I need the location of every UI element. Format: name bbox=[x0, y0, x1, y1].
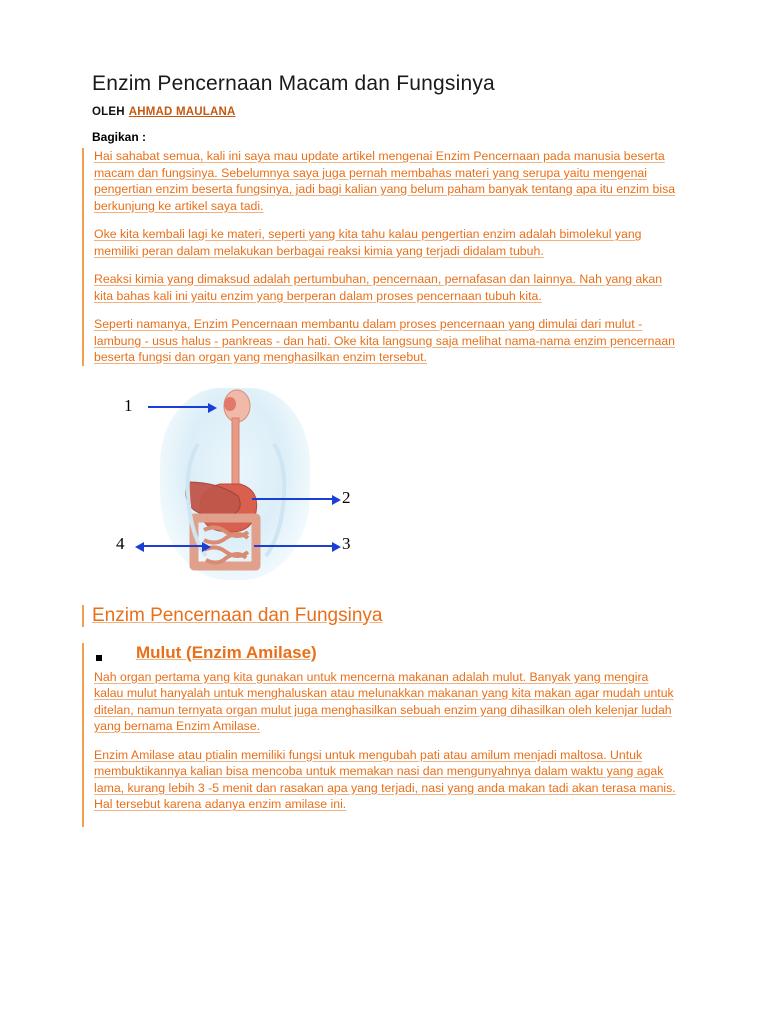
sub-heading: Mulut (Enzim Amilase) bbox=[136, 642, 317, 662]
figure-arrow-3 bbox=[254, 545, 332, 547]
figure-arrow-4 bbox=[144, 545, 202, 547]
bullet-item bbox=[94, 643, 678, 663]
digestive-system-icon bbox=[102, 384, 372, 584]
mulut-paragraph: Nah organ pertama yang kita gunakan untuk mencerna makanan adalah mulut. Banyak yang mengira kalau mulut hanyalah untuk menghaluskan atau melunakkan makanan yang kita makan agar mudah untuk ditelan, namun ternyata organ mulut juga menghasilkan sebuah enzim yang dihasilkan oleh kelenjar ludah yang bernama Enzim Amilase. bbox=[94, 669, 674, 733]
figure-label-4: 4 bbox=[116, 533, 125, 553]
byline bbox=[92, 106, 678, 118]
intro-paragraph: Seperti namanya, Enzim Pencernaan membantu dalam proses pencernaan yang dimulai dari mulut - lambung - usus halus - pankreas - dan hati. Oke kita langsung saja melihat nama-nama enzim pencernaan beserta fungsi dan organ yang menghasilkan enzim tersebut. bbox=[94, 317, 676, 364]
mulut-section bbox=[82, 643, 678, 827]
bullet-icon bbox=[96, 655, 102, 661]
intro-paragraph: Hai sahabat semua, kali ini saya mau update artikel mengenai Enzim Pencernaan pada manusia beserta macam dan fungsinya. Sebelumnya saya juga pernah membahas materi yang serupa yaitu mengenai pengertian enzim beserta fungsinya, jadi bagi kalian yang belum paham banyak tentang apa itu enzim bisa berkunjung ke artikel saya tadi. bbox=[94, 149, 676, 213]
figure-arrow-1 bbox=[148, 406, 208, 408]
figure-label-2: 2 bbox=[342, 487, 351, 507]
byline-prefix: OLEH bbox=[92, 106, 125, 118]
author-link[interactable]: AHMAD MAULANA bbox=[128, 106, 236, 118]
figure-arrow-2 bbox=[252, 498, 332, 500]
intro-paragraph: Reaksi kimia yang dimaksud adalah pertumbuhan, pencernaan, pernafasan dan lainnya. Nah yang akan kita bahas kali ini yaitu enzim yang berperan dalam proses pencernaan tubuh kita. bbox=[94, 272, 663, 303]
intro-paragraph: Oke kita kembali lagi ke materi, seperti yang kita tahu kalau pengertian enzim adalah bimolekul yang memiliki peran dalam melakukan berbagai reaksi kimia yang terjadi didalam tubuh. bbox=[94, 227, 642, 258]
mulut-paragraph: Enzim Amilase atau ptialin memiliki fungsi untuk mengubah pati atau amilum menjadi maltosa. Untuk membuktikannya kalian bisa mencoba untuk memakan nasi dan mengunyahnya dalam waktu yang agak lama, kurang lebih 3 -5 menit dan rasakan apa yang terjadi, nasi yang anda makan tadi akan terasa manis. Hal tersebut karena adanya enzim amilase ini. bbox=[94, 747, 676, 811]
section-heading: Enzim Pencernaan dan Fungsinya bbox=[82, 605, 678, 627]
figure-label-1: 1 bbox=[124, 395, 133, 415]
figure-digestive-system bbox=[92, 384, 678, 589]
figure-label-3: 3 bbox=[342, 533, 351, 553]
intro-block bbox=[82, 148, 678, 366]
page-title: Enzim Pencernaan Macam dan Fungsinya bbox=[92, 72, 495, 95]
share-label: Bagikan : bbox=[92, 130, 147, 144]
